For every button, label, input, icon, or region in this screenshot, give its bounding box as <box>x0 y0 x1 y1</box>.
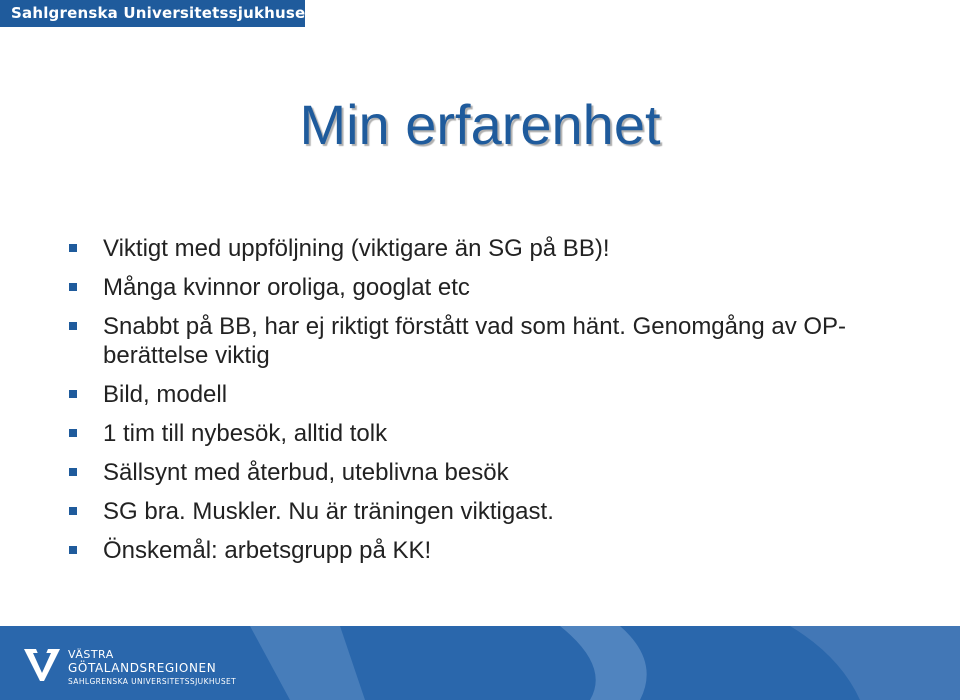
bullet-item <box>67 234 887 263</box>
top-banner <box>0 0 313 27</box>
square-bullet-icon <box>69 429 77 437</box>
bullet-item <box>67 273 887 302</box>
bullet-list <box>67 234 887 575</box>
square-bullet-icon <box>69 322 77 330</box>
square-bullet-icon <box>69 468 77 476</box>
square-bullet-icon <box>69 390 77 398</box>
bullet-text: Sällsynt med återbud, uteblivna besök <box>103 459 509 486</box>
bullet-text: 1 tim till nybesök, alltid tolk <box>103 420 388 447</box>
bullet-item <box>67 497 887 526</box>
bullet-text: SG bra. Muskler. Nu är träningen viktigast. <box>103 498 554 525</box>
square-bullet-icon <box>69 546 77 554</box>
bullet-item <box>67 419 887 448</box>
bullet-item <box>67 458 887 487</box>
banner-text: Sahlgrenska Universitetssjukhuset <box>11 4 313 22</box>
bullet-text: Snabbt på BB, har ej riktigt förstått vad som hänt. Genomgång av OP-berättelse viktig <box>103 313 847 369</box>
logo-line-2: GÖTALANDSREGIONEN <box>68 661 217 675</box>
square-bullet-icon <box>69 244 77 252</box>
bullet-item <box>67 380 887 409</box>
bullet-text: Önskemål: arbetsgrupp på KK! <box>103 537 432 564</box>
slide-title: Min erfarenhet <box>299 93 661 156</box>
bullet-item <box>67 312 887 370</box>
square-bullet-icon <box>69 507 77 515</box>
bullet-text: Många kvinnor oroliga, googlat etc <box>103 274 470 301</box>
logo-line-3: SAHLGRENSKA UNIVERSITETSSJUKHUSET <box>68 677 237 686</box>
square-bullet-icon <box>69 283 77 291</box>
logo-line-1: VÄSTRA <box>68 648 114 661</box>
bullet-item <box>67 536 887 565</box>
vgr-emblem-icon <box>22 645 62 685</box>
footer-band <box>0 626 960 700</box>
bullet-text: Bild, modell <box>103 381 228 408</box>
bullet-text: Viktigt med uppföljning (viktigare än SG på BB)! <box>103 235 610 262</box>
